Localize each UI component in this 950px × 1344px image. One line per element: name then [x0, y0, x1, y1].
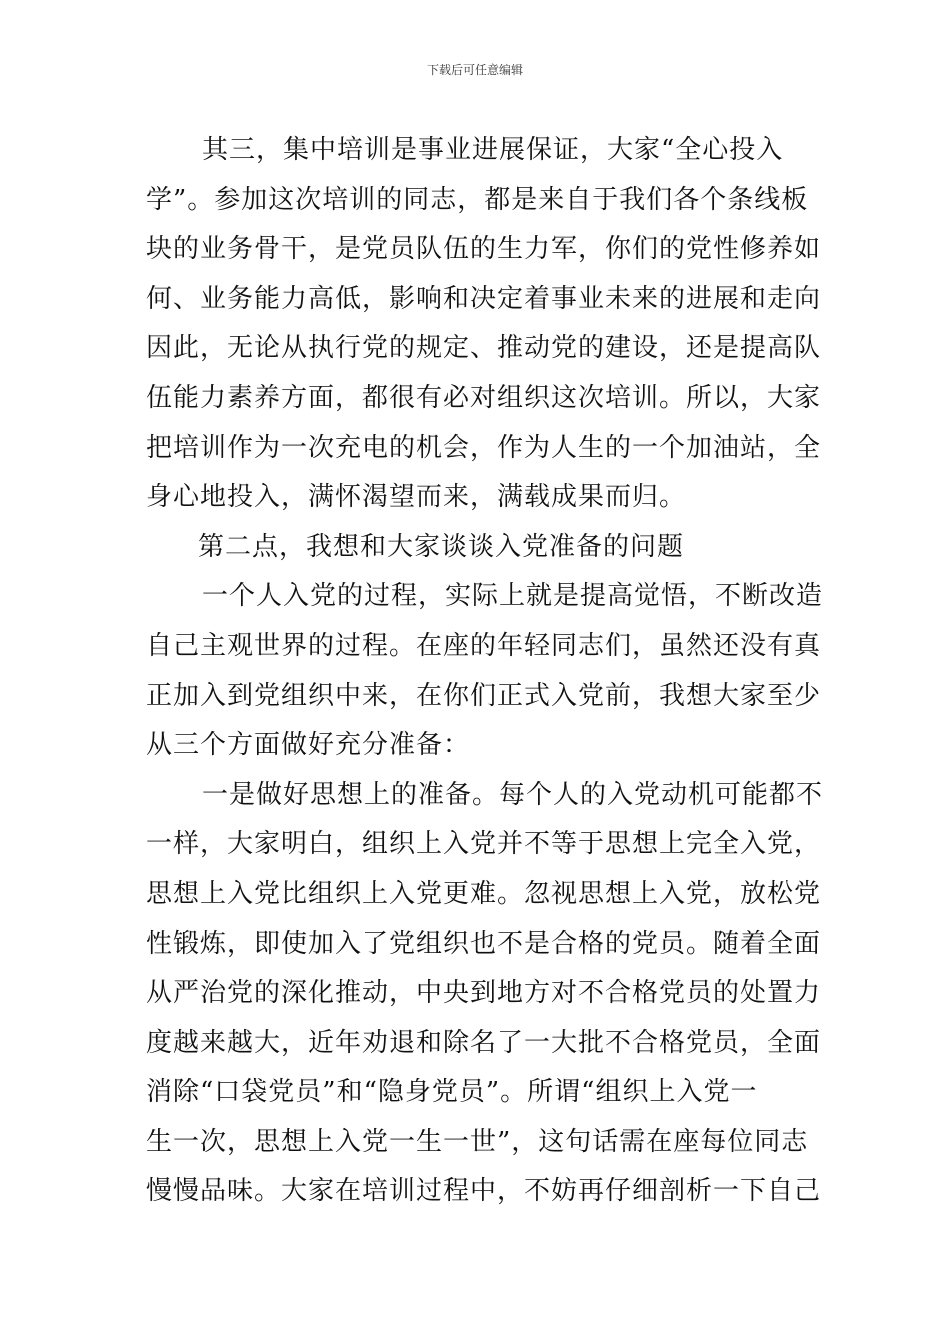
paragraph-line: 生一次，思想上入党一生一世”，这句话需在座每位同志 — [146, 1126, 809, 1157]
paragraph-line: 正加入到党组织中来，在你们正式入党前，我想大家至少 — [146, 680, 822, 711]
paragraph-line: 因此，无论从执行党的规定、推动党的建设，还是提高队 — [146, 333, 822, 364]
paragraph-line: 块的业务骨干，是党员队伍的生力军，你们的党性修养如 — [146, 234, 822, 265]
paragraph-line: 从严治党的深化推动，中央到地方对不合格党员的处置力 — [146, 978, 822, 1009]
page-header: 下载后可任意编辑 — [426, 63, 523, 77]
paragraph-line: 把培训作为一次充电的机会，作为人生的一个加油站，全 — [146, 432, 822, 463]
section-heading: 第二点，我想和大家谈谈入党准备的问题 — [198, 531, 685, 562]
paragraph-line: 学”。参加这次培训的同志，都是来自于我们各个条线板 — [146, 184, 809, 215]
paragraph-line: 从三个方面做好充分准备： — [146, 730, 471, 761]
paragraph-line: 身心地投入，满怀渴望而来，满载成果而归。 — [146, 482, 687, 513]
paragraph-line: 自己主观世界的过程。在座的年轻同志们，虽然还没有真 — [146, 630, 822, 661]
paragraph-line: 慢慢品味。大家在培训过程中，不妨再仔细剖析一下自己 — [146, 1176, 822, 1207]
paragraph-line: 一样，大家明白，组织上入党并不等于思想上完全入党， — [146, 829, 822, 860]
document-body — [146, 126, 824, 1217]
paragraph-line: 伍能力素养方面，都很有必对组织这次培训。所以，大家 — [146, 382, 822, 413]
paragraph-line: 一是做好思想上的准备。每个人的入党动机可能都不 — [202, 779, 824, 810]
paragraph-line: 思想上入党比组织上入党更难。忽视思想上入党，放松党 — [146, 878, 822, 909]
paragraph-line: 其三，集中培训是事业进展保证，大家“全心投入 — [202, 135, 784, 165]
paragraph-line: 何、业务能力高低，影响和决定着事业未来的进展和走向 — [146, 283, 822, 314]
paragraph-line: 一个人入党的过程，实际上就是提高觉悟，不断改造 — [202, 581, 824, 612]
paragraph-line: 消除“口袋党员”和“隐身党员”。所谓“组织上入党一 — [146, 1077, 758, 1108]
paragraph-line: 度越来越大，近年劝退和除名了一大批不合格党员，全面 — [146, 1027, 822, 1058]
paragraph-line: 性锻炼，即使加入了党组织也不是合格的党员。随着全面 — [146, 928, 822, 959]
